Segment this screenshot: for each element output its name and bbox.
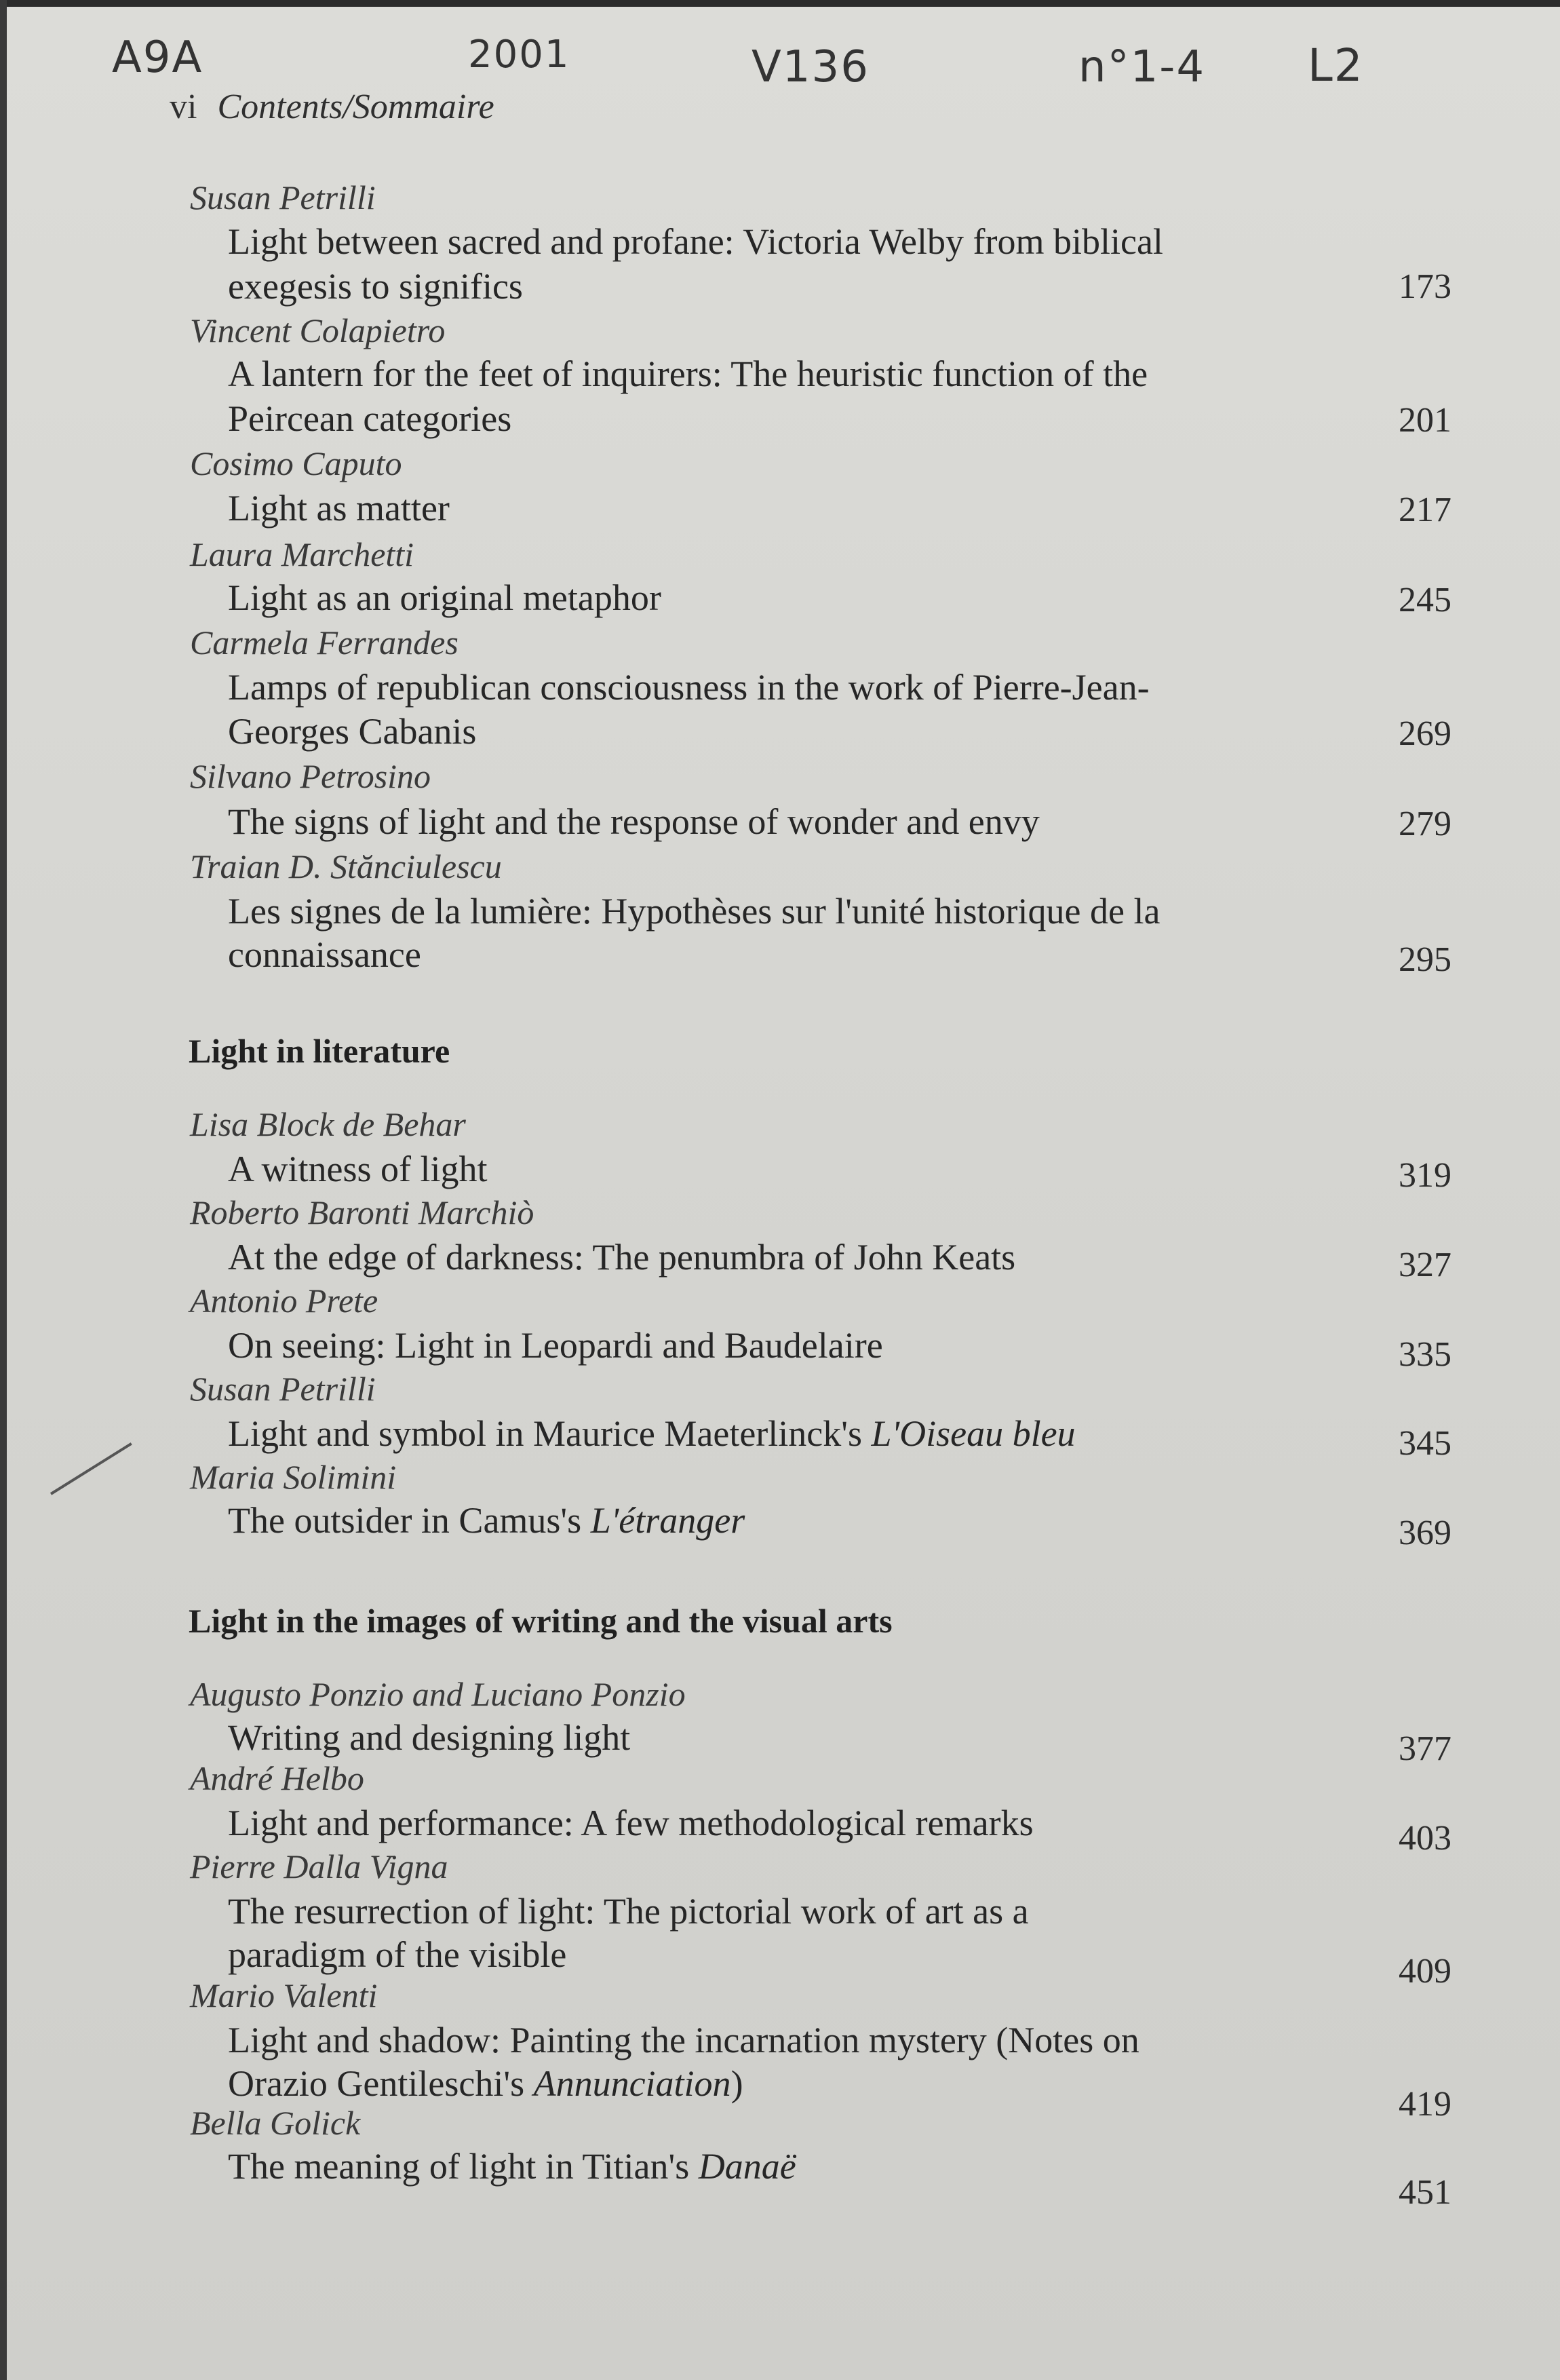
work-title-italic: Annunciation — [533, 2063, 731, 2104]
toc-author: Augusto Ponzio and Luciano Ponzio — [190, 1675, 686, 1713]
section-heading: Light in the images of writing and the visual arts — [189, 1602, 893, 1640]
toc-author: Antonio Prete — [190, 1282, 378, 1320]
toc-author: Susan Petrilli — [190, 1370, 376, 1408]
toc-page-number: 201 — [1399, 401, 1451, 440]
toc-title-line: At the edge of darkness: The penumbra of John Keats — [228, 1237, 1016, 1278]
toc-title-line: Light and performance: A few methodological remarks — [228, 1803, 1034, 1843]
toc-title-line: connaissance — [228, 934, 421, 975]
toc-page-number: 295 — [1399, 940, 1451, 979]
toc-author: Maria Solimini — [190, 1458, 397, 1496]
toc-title-line: Les signes de la lumière: Hypothèses sur l'unité historique de la — [228, 891, 1161, 932]
handwritten-note-5: L2 — [1308, 39, 1364, 92]
toc-page-number: 419 — [1399, 2085, 1451, 2124]
work-title-italic: Danaë — [698, 2146, 796, 2187]
running-title: Contents/Sommaire — [217, 88, 494, 126]
toc-title-line: Light and shadow: Painting the incarnation mystery (Notes on — [228, 2020, 1139, 2060]
toc-title-line: The signs of light and the response of wonder and envy — [228, 801, 1040, 842]
toc-page-number: 369 — [1399, 1514, 1451, 1552]
toc-author: Susan Petrilli — [190, 178, 376, 216]
toc-page-number: 377 — [1399, 1729, 1451, 1768]
toc-title-line: A lantern for the feet of inquirers: The heuristic function of the — [228, 353, 1148, 394]
toc-title-line: The resurrection of light: The pictorial work of art as a — [228, 1891, 1029, 1932]
toc-author: Mario Valenti — [190, 1976, 378, 2014]
toc-title-line: Light between sacred and profane: Victoria Welby from biblical — [228, 221, 1163, 262]
toc-title-line: On seeing: Light in Leopardi and Baudelaire — [228, 1325, 883, 1366]
toc-author: Traian D. Stănciulescu — [190, 847, 502, 885]
toc-page-number: 217 — [1399, 491, 1451, 529]
toc-page-number: 345 — [1399, 1424, 1451, 1463]
toc-title-line: Peircean categories — [228, 398, 512, 439]
toc-page-number: 269 — [1399, 714, 1451, 753]
toc-title-line: paradigm of the visible — [228, 1934, 567, 1975]
toc-title-line: A witness of light — [228, 1149, 488, 1189]
toc-page-number: 245 — [1399, 581, 1451, 619]
toc-title-line: Lamps of republican consciousness in the work of Pierre-Jean- — [228, 667, 1150, 708]
toc-title-line: Light as an original metaphor — [228, 577, 661, 618]
toc-author: Vincent Colapietro — [190, 311, 446, 349]
toc-author: André Helbo — [190, 1759, 364, 1797]
toc-author: Roberto Baronti Marchiò — [190, 1193, 534, 1231]
toc-page-number: 279 — [1399, 805, 1451, 843]
toc-title-line: Light as matter — [228, 488, 450, 529]
toc-author: Bella Golick — [190, 2104, 361, 2142]
toc-page-number: 409 — [1399, 1952, 1451, 1991]
toc-title-line: exegesis to significs — [228, 266, 523, 307]
toc-title-line: The meaning of light in Titian's Danaë — [228, 2146, 796, 2187]
handwritten-note-3: V136 — [752, 42, 870, 92]
toc-page-number: 173 — [1399, 267, 1451, 306]
toc-page-number: 451 — [1399, 2173, 1451, 2212]
toc-author: Lisa Block de Behar — [190, 1105, 466, 1143]
handwritten-note-2: 2001 — [468, 33, 570, 77]
toc-title-line: Writing and designing light — [228, 1717, 631, 1758]
toc-page-number: 403 — [1399, 1819, 1451, 1858]
toc-title-line: Orazio Gentileschi's Annunciation) — [228, 2063, 743, 2104]
toc-page-number: 335 — [1399, 1335, 1451, 1374]
toc-title-line: Georges Cabanis — [228, 711, 477, 752]
toc-author: Pierre Dalla Vigna — [190, 1847, 448, 1885]
toc-author: Silvano Petrosino — [190, 757, 431, 795]
toc-author: Cosimo Caputo — [190, 444, 402, 482]
toc-title-line: The outsider in Camus's L'étranger — [228, 1500, 745, 1541]
page-number: vi — [170, 88, 197, 126]
handwritten-note-1: A9A — [112, 33, 203, 83]
work-title-italic: L'Oiseau bleu — [871, 1413, 1076, 1454]
handwritten-note-4: n°1-4 — [1078, 42, 1206, 92]
work-title-italic: L'étranger — [590, 1500, 745, 1541]
toc-title-line: Light and symbol in Maurice Maeterlinck's L'Oiseau bleu — [228, 1413, 1076, 1454]
toc-author: Carmela Ferrandes — [190, 623, 459, 661]
toc-page-number: 327 — [1399, 1246, 1451, 1284]
toc-author: Laura Marchetti — [190, 535, 414, 573]
toc-page-number: 319 — [1399, 1156, 1451, 1195]
section-heading: Light in literature — [189, 1032, 450, 1070]
